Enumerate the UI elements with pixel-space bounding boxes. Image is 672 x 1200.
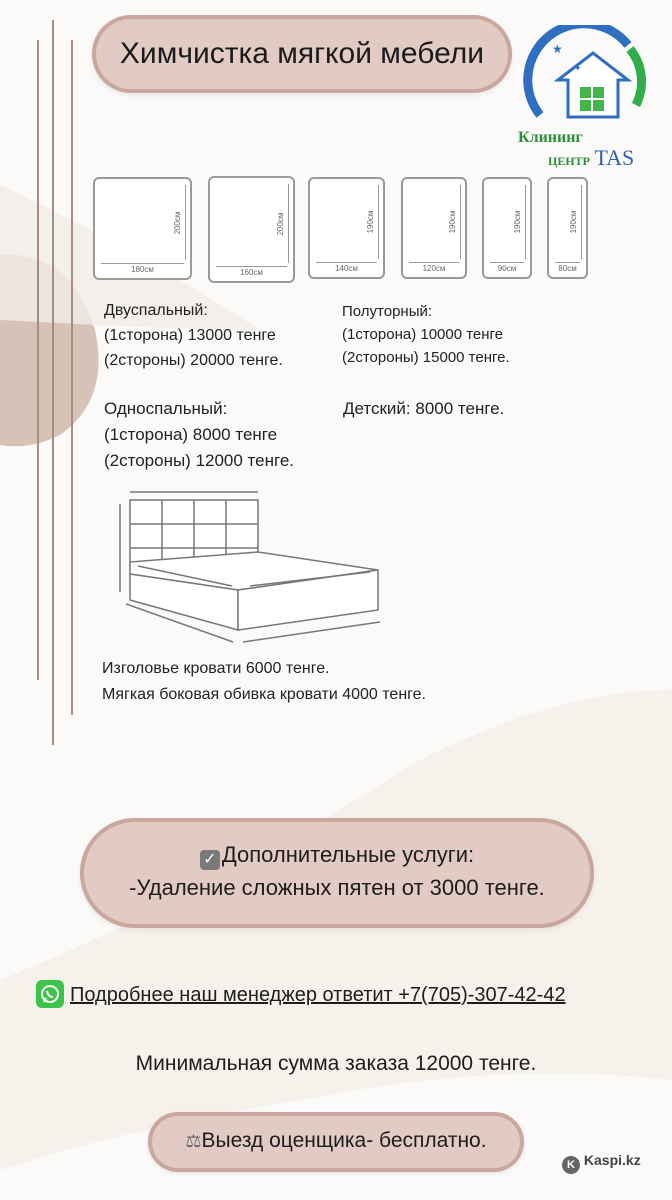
headboard-price: Изголовье кровати 6000 тенге. [102,660,330,677]
contact-row [36,980,566,1008]
whatsapp-icon[interactable] [36,980,64,1008]
decor-line-2 [52,20,54,745]
price-kids-name: Детский: 8000 тенге. [343,399,505,418]
extra-title [80,842,594,870]
svg-text:★: ★ [552,42,563,56]
price-single-two: (2стороны) 12000 тенге. [104,451,295,470]
cream-wave-bottom [0,690,672,1170]
checkbox-icon: ✓ [200,850,220,870]
price-one-half [342,300,510,369]
kaspi-text: Kaspi.kz [583,1152,641,1168]
mattress-120: 190см 120см [401,177,467,279]
price-one-half-one: (1сторона) 10000 тенге [342,326,504,343]
estimator-text-row [148,1129,524,1153]
price-one-half-name: Полуторный: [342,303,433,320]
extra-services-pill [80,818,594,928]
price-double-one: (1сторона) 13000 тенге [104,327,276,344]
estimator-pill [148,1112,524,1172]
bed-illustration [108,482,398,652]
mattress-80: 190см 80см [547,177,588,279]
price-double [104,298,283,373]
title-pill [92,15,512,93]
page-title: Химчистка мягкой мебели [119,37,485,70]
mattress-160: 200см 160см [208,176,295,283]
contact-link[interactable]: Подробнее наш менеджер ответит +7(705)-307-42-42 [70,984,566,1006]
mattress-90: 190см 90см [482,177,532,279]
kaspi-icon: K [562,1156,580,1174]
side-price: Мягкая боковая обивка кровати 4000 тенге. [102,686,426,703]
mattress-180: 200см 180см [93,177,192,280]
price-one-half-two: (2стороны) 15000 тенге. [342,349,510,366]
scales-icon: ⚖ [185,1131,202,1151]
mattress-140: 190см 140см [308,177,385,279]
extra-title-text: Дополнительные услуги: [221,842,475,867]
house-logo-icon [518,25,658,135]
price-kids [343,396,504,422]
estimator-text: Выезд оценщика- бесплатно. [201,1129,487,1152]
price-single [104,396,294,474]
minimal-order: Минимальная сумма заказа 12000 тенге. [135,1052,537,1075]
logo [518,25,658,170]
bed-prices [102,656,426,708]
extra-line: -Удаление сложных пятен от 3000 тенге. [129,875,545,900]
logo-text-2: ЦЕНТР [548,154,591,168]
price-single-name: Односпальный: [104,399,228,418]
price-double-two: (2стороны) 20000 тенге. [104,352,283,369]
price-double-name: Двуспальный: [104,302,208,319]
svg-text:✦: ✦ [574,63,582,73]
kaspi-watermark [562,1152,641,1174]
decor-line-1 [37,40,39,680]
price-single-one: (1сторона) 8000 тенге [104,425,278,444]
logo-brand: TAS [594,145,635,170]
logo-text-1: Клининг [518,129,583,146]
decor-line-3 [71,40,73,715]
